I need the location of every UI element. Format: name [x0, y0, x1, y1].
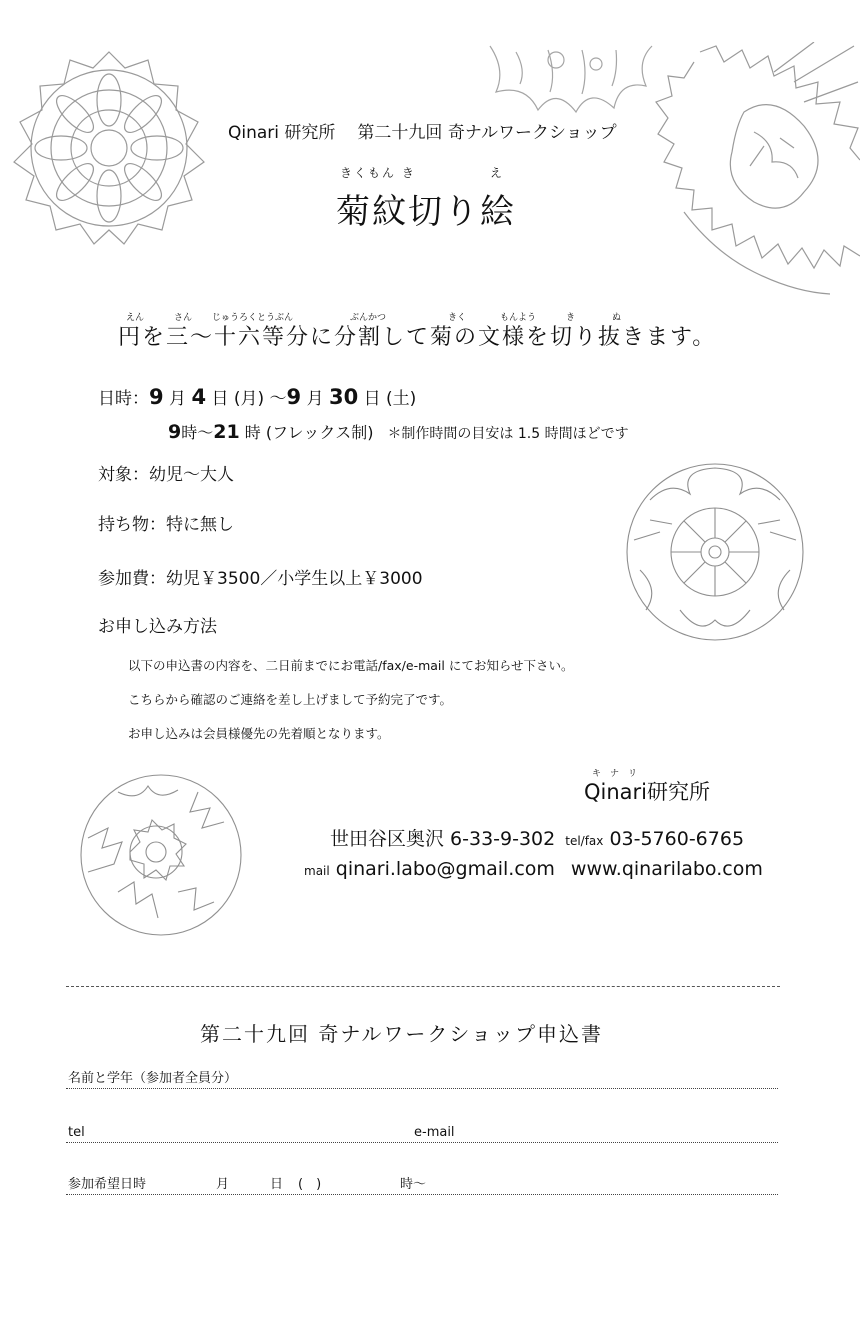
date-start-weekday: (月) [233, 389, 265, 409]
ruby-ki: き [566, 313, 576, 323]
mail-label: mail [304, 864, 330, 878]
ruby-nu: ぬ [612, 313, 622, 323]
form-title: 第二十九回 奇ナルワークショップ申込書 [200, 1022, 603, 1046]
header-line [228, 118, 617, 143]
org-name: Qinari研究所 [584, 780, 711, 804]
time-note: ＊制作時間の目安は 1.5 時間ほどです [387, 426, 629, 442]
month-unit-2: 月 [306, 389, 324, 409]
grape-leaf-papercut-top-right-illustration [654, 42, 860, 306]
address-line [330, 824, 744, 851]
chrysanthemum-papercut-top-left-illustration [0, 44, 218, 254]
time-mid: 時～ [181, 423, 214, 442]
title-ruby-e: え [490, 166, 505, 180]
ruby-san: さん [174, 313, 193, 323]
header-workshop: 第二十九回 奇ナルワークショップ [357, 123, 617, 143]
date-line [98, 384, 416, 409]
date-start-month: 9 [149, 385, 164, 409]
form-day: 日 [270, 1177, 284, 1192]
date-start-day: 4 [191, 385, 207, 409]
apply-line-2: こちらから確認のご連絡を差し上げまして予約完了です。 [128, 692, 453, 707]
form-time: 時～ [400, 1177, 427, 1192]
website[interactable]: www.qinarilabo.com [570, 858, 763, 880]
target-line: 対象：幼児～大人 [98, 465, 234, 485]
time-flex: (フレックス制) [265, 423, 374, 442]
page-title: 菊紋切り絵 [336, 192, 516, 232]
tel-number: 03-5760-6765 [609, 828, 745, 850]
title-ruby-main: きくもん き [340, 166, 416, 180]
time-start: 9 [168, 421, 182, 443]
contact-line [304, 858, 763, 880]
date-end-weekday: (土) [386, 389, 417, 409]
date-label: 日時： [98, 389, 149, 409]
day-unit: 日 [211, 389, 229, 409]
header-org: Qinari 研究所 [228, 123, 336, 143]
form-date-label: 参加希望日時 [68, 1177, 147, 1192]
form-tel-label: tel [68, 1125, 85, 1140]
email[interactable]: qinari.labo@gmail.com [335, 858, 555, 880]
apply-line-3: お申し込みは会員様優先の先着順となります。 [128, 726, 390, 741]
chrysanthemum-crest-middle-right-illustration [620, 460, 810, 644]
ruby-en: えん [126, 313, 145, 323]
address: 世田谷区奥沢 6-33-9-302 [330, 828, 556, 850]
tel-label: tel/fax [565, 834, 604, 848]
fee-line: 参加費：幼児￥3500／小学生以上￥3000 [98, 569, 423, 589]
date-tilde: ～ [269, 389, 287, 409]
description-text: 円を三～十六等分に分割して菊の文様を切り抜きます。 [118, 325, 717, 350]
chrysanthemum-papercut-top-center-illustration [486, 40, 656, 120]
form-date-field[interactable] [66, 1174, 778, 1195]
ruby-kiku: きく [448, 313, 467, 323]
date-end-month: 9 [286, 385, 302, 409]
time-unit: 時 [244, 423, 261, 442]
cut-line-divider [66, 986, 780, 987]
ruby-juuroku: じゅうろくとうぶん [212, 313, 294, 323]
form-name-field[interactable] [66, 1068, 778, 1089]
day-unit-2: 日 [363, 389, 381, 409]
apply-title: お申し込み方法 [98, 617, 217, 637]
chrysanthemum-ball-bottom-left-illustration [78, 772, 244, 938]
form-tel-email-field[interactable] [66, 1122, 778, 1143]
form-email-label: e-mail [414, 1125, 455, 1140]
form-month: 月 [216, 1177, 230, 1192]
form-weekday: ( ) [298, 1177, 322, 1192]
ruby-bunkatsu: ぶんかつ [350, 313, 387, 323]
apply-line-1: 以下の申込書の内容を、二日前までにお電話/fax/e-mail にてお知らせ下さい。 [128, 658, 574, 673]
bring-line: 持ち物：特に無し [98, 515, 234, 535]
ruby-monyou: もんよう [500, 313, 537, 323]
time-end: 21 [213, 421, 240, 443]
time-line [168, 420, 629, 443]
date-end-day: 30 [328, 385, 359, 409]
month-unit: 月 [169, 389, 187, 409]
form-name-label: 名前と学年（参加者全員分） [68, 1071, 238, 1086]
org-ruby: キナリ [592, 769, 647, 779]
